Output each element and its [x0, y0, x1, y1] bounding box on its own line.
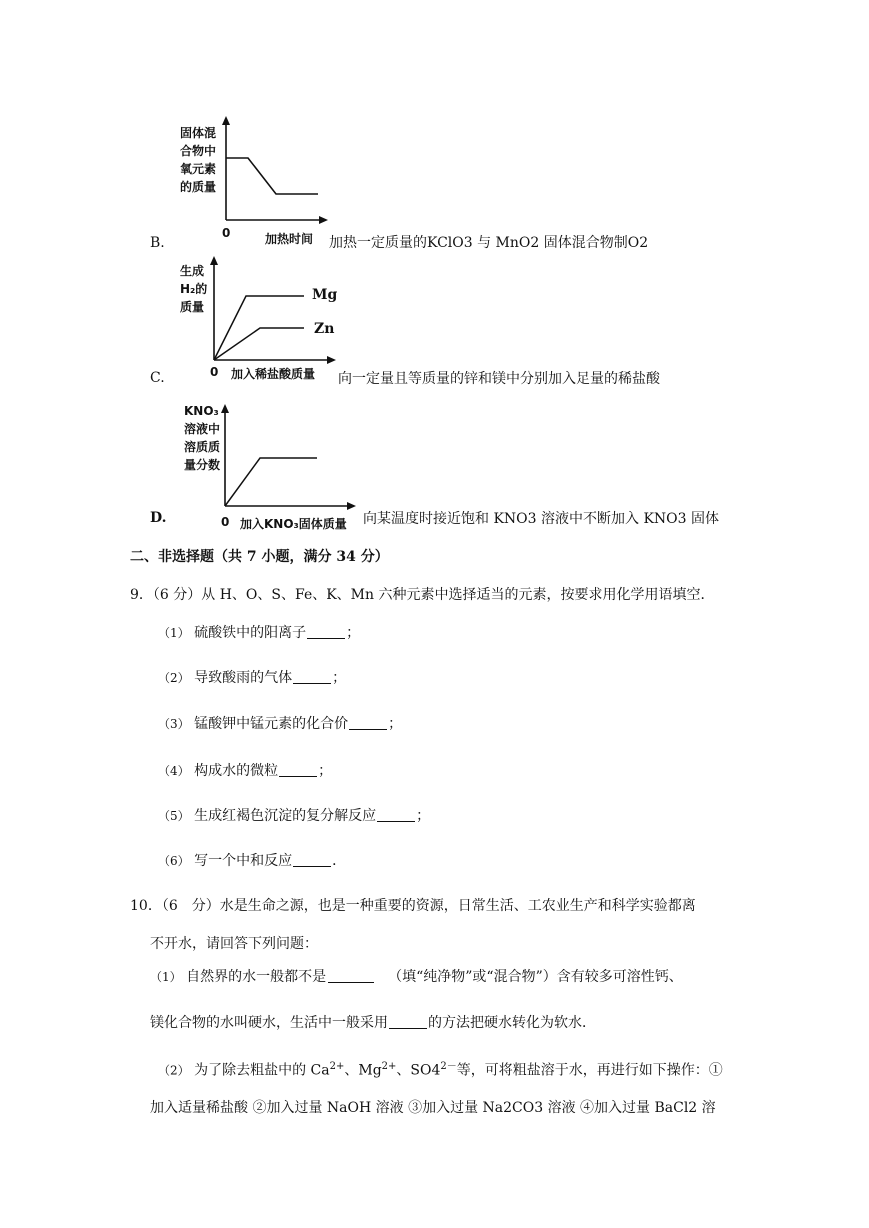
answer-blank[interactable]: [389, 1014, 427, 1029]
part-number: （1）: [150, 970, 182, 984]
x-axis-label: 加入KNO₃固体质量: [240, 517, 347, 531]
answer-blank[interactable]: [279, 762, 317, 777]
item-text: 构成水的微粒: [194, 763, 279, 779]
answer-blank[interactable]: [293, 852, 331, 867]
option-letter: C.: [150, 370, 165, 386]
item-text: 导致酸雨的气体: [194, 670, 293, 686]
x-axis-arrow: [319, 216, 328, 224]
item-number: （2）: [158, 671, 190, 685]
q9-item-3: [158, 713, 402, 733]
x-axis-label: 加入稀盐酸质量: [231, 367, 316, 381]
item-end: ；: [332, 670, 347, 686]
answer-blank[interactable]: [328, 968, 374, 983]
item-text: 写一个中和反应: [194, 853, 293, 869]
q10-part1-line2: [150, 1012, 596, 1032]
option-letter: B.: [150, 235, 165, 251]
part-text: 的方法把硬水转化为软水．: [428, 1015, 596, 1031]
ion-charge: 2+: [381, 1061, 397, 1072]
item-end: ；: [388, 716, 403, 732]
x-axis-label: 加热时间: [265, 232, 314, 246]
y-axis-arrow: [221, 404, 229, 413]
option-description: 加热一定质量的KClO3 与 MnO2 固体混合物制O2: [329, 235, 649, 251]
origin-label: 0: [210, 365, 219, 379]
part-number: （2）: [158, 1063, 190, 1078]
series-mg-label: Mg: [312, 287, 338, 303]
answer-blank[interactable]: [307, 624, 345, 639]
q9-item-5: [158, 805, 430, 825]
part-text: 等，可将粗盐溶于水，再进行如下操作：①: [456, 1062, 723, 1079]
section-title: 二、非选择题（共 7 小题，满分 34 分）: [130, 549, 389, 565]
q10-stem-line2: 不开水，请回答下列问题：: [150, 936, 318, 952]
item-number: （5）: [158, 809, 190, 823]
item-text: 生成红褐色沉淀的复分解反应: [194, 808, 377, 824]
answer-blank[interactable]: [293, 669, 331, 684]
part-text: 镁化合物的水叫硬水，生活中一般采用: [150, 1015, 388, 1031]
item-number: （6）: [158, 854, 190, 868]
y-axis-arrow: [222, 116, 230, 125]
q10-stem-line1: 10．（6 分）水是生命之源，也是一种重要的资源，日常生活、工农业生产和科学实验都离: [130, 898, 696, 914]
item-text: 硫酸铁中的阳离子: [194, 625, 307, 641]
q10-part2-line1: [158, 1057, 723, 1080]
y-axis-label: KNO₃ 溶液中 溶质质 量分数: [184, 404, 221, 472]
x-axis-arrow: [327, 356, 336, 364]
q9-item-6: [158, 850, 346, 870]
item-end: ；: [416, 808, 431, 824]
answer-blank[interactable]: [377, 807, 415, 822]
item-number: （1）: [158, 626, 190, 640]
item-end: ；: [318, 763, 333, 779]
origin-label: 0: [221, 515, 230, 529]
y-axis-label: 固体混 合物中 氧元素 的质量: [180, 126, 217, 194]
q9-item-2: [158, 667, 346, 687]
curve: [226, 158, 318, 194]
origin-label: 0: [222, 226, 231, 240]
q9-stem: 9．（6 分）从 H、O、S、Fe、K、Mn 六种元素中选择适当的元素，按要求用化学用语填空．: [130, 587, 715, 603]
part-text: 、Mg: [344, 1062, 382, 1079]
option-description: 向某温度时接近饱和 KNO3 溶液中不断加入 KNO3 固体: [363, 511, 719, 527]
curve: [225, 458, 317, 506]
option-description: 向一定量且等质量的锌和镁中分别加入足量的稀盐酸: [338, 371, 660, 387]
x-axis-arrow: [347, 502, 356, 510]
item-end: ；: [346, 625, 361, 641]
q10-part2-line2: 加入适量稀盐酸 ②加入过量 NaOH 溶液 ③加入过量 Na2CO3 溶液 ④加入过量 BaCl2 溶: [150, 1100, 716, 1116]
y-axis-arrow: [210, 256, 218, 265]
y-axis-label: 生成 H₂的 质量: [180, 264, 208, 314]
q9-item-4: [158, 760, 332, 780]
part-text: 自然界的水一般都不是: [186, 969, 327, 985]
q9-item-1: [158, 622, 360, 642]
item-text: 锰酸钾中锰元素的化合价: [194, 716, 349, 732]
item-number: （4）: [158, 764, 190, 778]
part-text: （填“纯净物”或“混合物”）含有较多可溶性钙、: [388, 969, 683, 985]
q10-part1-line1: [150, 966, 683, 986]
answer-blank[interactable]: [349, 715, 387, 730]
item-number: （3）: [158, 717, 190, 731]
series-zn-label: Zn: [314, 321, 335, 337]
item-end: ．: [332, 853, 347, 869]
option-letter: D.: [150, 510, 167, 526]
ion-charge: 2－: [440, 1061, 457, 1072]
part-text: 、SO4: [396, 1062, 441, 1079]
part-text: 为了除去粗盐中的 Ca: [194, 1062, 330, 1079]
ion-charge: 2+: [329, 1061, 345, 1072]
